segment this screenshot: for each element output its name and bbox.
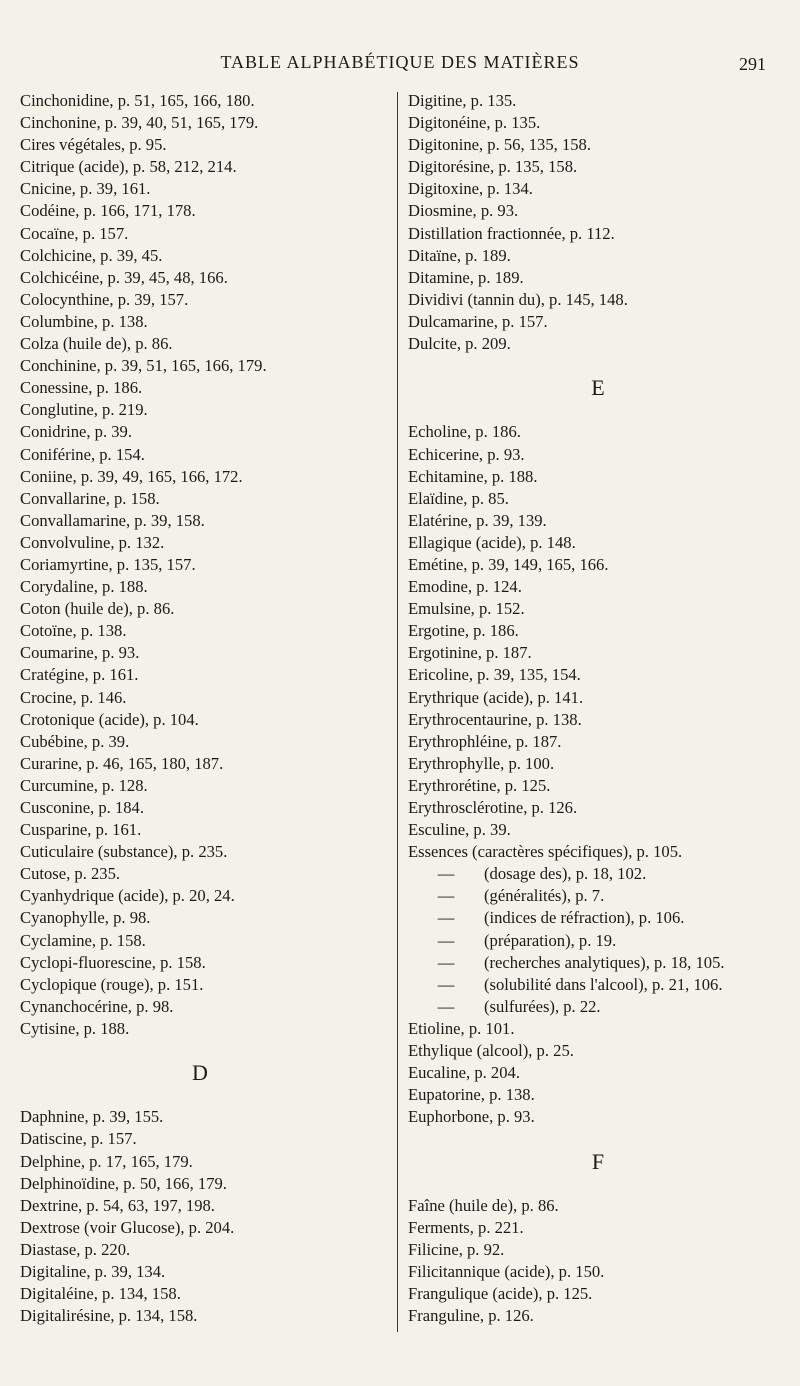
subentry-text: (sulfurées), p. 22. <box>484 996 601 1016</box>
index-entry: Cubébine, p. 39. <box>20 731 130 751</box>
index-entry: Colchicine, p. 39, 45. <box>20 245 163 265</box>
subentry-text: (indices de réfraction), p. 106. <box>484 908 685 928</box>
index-subentry <box>408 863 788 885</box>
index-entry: Conglutine, p. 219. <box>20 400 148 420</box>
index-entry: Emulsine, p. 152. <box>408 599 525 619</box>
index-entry: Cusconine, p. 184. <box>20 798 144 817</box>
index-entry: Coniférine, p. 154. <box>20 444 145 464</box>
index-entry: Colocynthine, p. 39, 157. <box>20 289 189 309</box>
index-entry: Cutose, p. 235. <box>20 864 121 884</box>
spacer <box>408 1173 788 1195</box>
index-entry: Erythrophylle, p. 100. <box>408 753 555 773</box>
index-entry: Cyanhydrique (acide), p. 20, 24. <box>20 886 235 906</box>
index-entry: Esculine, p. 39. <box>408 820 511 840</box>
ditto-dash: — <box>437 996 455 1016</box>
index-entry: Euphorbone, p. 93. <box>408 1107 535 1127</box>
index-entry: Etioline, p. 101. <box>408 1018 515 1038</box>
index-entry: Cocaïne, p. 157. <box>20 223 129 243</box>
index-entry: Conchinine, p. 39, 51, 165, 166, 179. <box>20 356 267 376</box>
index-subentry <box>408 907 788 929</box>
index-entry: Faîne (huile de), p. 86. <box>408 1195 559 1215</box>
index-entry: Dulcite, p. 209. <box>408 334 511 354</box>
index-entry: Curcumine, p. 128. <box>20 775 148 795</box>
ditto-dash: — <box>437 908 455 928</box>
index-entry: Delphinoïdine, p. 50, 166, 179. <box>20 1173 227 1193</box>
index-subentry <box>408 974 788 996</box>
subentry-text: (recherches analytiques), p. 18, 105. <box>484 952 725 972</box>
index-entry: Ericoline, p. 39, 135, 154. <box>408 665 581 685</box>
index-entry: Delphine, p. 17, 165, 179. <box>20 1151 193 1171</box>
index-entry: Convallamarine, p. 39, 158. <box>20 510 205 530</box>
index-entry: Columbine, p. 138. <box>20 311 148 331</box>
index-entry: Ellagique (acide), p. 148. <box>408 532 576 552</box>
left-index-column <box>20 90 380 1327</box>
index-entry: Frangulique (acide), p. 125. <box>408 1284 593 1304</box>
index-entry: Cotoïne, p. 138. <box>20 621 127 641</box>
index-entry: Conidrine, p. 39. <box>20 422 132 442</box>
index-entry: Ferments, p. 221. <box>408 1217 524 1237</box>
index-entry: Echicerine, p. 93. <box>408 444 525 464</box>
index-entry: Dividivi (tannin du), p. 145, 148. <box>408 289 628 309</box>
index-entry: Erythrophléine, p. 187. <box>408 731 562 751</box>
index-entry: Cinchonidine, p. 51, 165, 166, 180. <box>20 91 255 110</box>
index-entry: Eucaline, p. 204. <box>408 1063 520 1083</box>
subentry-text: (généralités), p. 7. <box>484 886 605 906</box>
index-entry: Cires végétales, p. 95. <box>20 135 167 155</box>
index-entry: Cyclopique (rouge), p. 151. <box>20 974 204 994</box>
index-entry: Cratégine, p. 161. <box>20 665 139 685</box>
page-number: 291 <box>739 54 766 74</box>
spacer <box>20 1040 380 1062</box>
index-entry: Ditamine, p. 189. <box>408 267 524 287</box>
index-entry: Digitorésine, p. 135, 158. <box>408 157 578 177</box>
index-entry: Crotonique (acide), p. 104. <box>20 709 199 729</box>
index-subentry <box>408 885 788 907</box>
index-entry: Coriamyrtine, p. 135, 157. <box>20 554 196 574</box>
index-entry: Echoline, p. 186. <box>408 422 521 442</box>
index-subentry <box>408 952 788 974</box>
index-entry: Distillation fractionnée, p. 112. <box>408 223 615 243</box>
ditto-dash: — <box>437 974 455 994</box>
index-entry: Erythrosclérotine, p. 126. <box>408 798 578 817</box>
index-entry: Digitoxine, p. 134. <box>408 179 533 199</box>
index-entry: Corydaline, p. 188. <box>20 577 148 597</box>
index-entry: Erythrique (acide), p. 141. <box>408 687 584 707</box>
index-entry: Dextrine, p. 54, 63, 197, 198. <box>20 1195 215 1215</box>
column-divider <box>397 92 398 1332</box>
spacer <box>408 399 788 421</box>
index-entry: Crocine, p. 146. <box>20 687 127 707</box>
page-header <box>0 52 800 82</box>
index-entry: Convallarine, p. 158. <box>20 488 160 508</box>
index-entry: Coniine, p. 39, 49, 165, 166, 172. <box>20 466 243 486</box>
index-entry: Franguline, p. 126. <box>408 1306 534 1326</box>
index-entry: Cusparine, p. 161. <box>20 820 142 840</box>
index-entry: Dextrose (voir Glucose), p. 204. <box>20 1217 235 1237</box>
index-entry: Filicitannique (acide), p. 150. <box>408 1261 605 1281</box>
index-entry: Ergotine, p. 186. <box>408 621 519 641</box>
section-letter: E <box>591 375 605 401</box>
page-title: TABLE ALPHABÉTIQUE DES MATIÈRES <box>220 52 580 72</box>
ditto-dash: — <box>437 864 455 884</box>
index-entry: Coton (huile de), p. 86. <box>20 599 175 619</box>
index-entry: Ethylique (alcool), p. 25. <box>408 1041 574 1061</box>
index-entry: Emétine, p. 39, 149, 165, 166. <box>408 554 609 574</box>
index-entry: Diosmine, p. 93. <box>408 201 519 221</box>
ditto-dash: — <box>437 886 455 906</box>
index-entry: Coumarine, p. 93. <box>20 643 140 663</box>
index-entry: Curarine, p. 46, 165, 180, 187. <box>20 753 224 773</box>
index-entry: Citrique (acide), p. 58, 212, 214. <box>20 157 237 177</box>
index-entry: Codéine, p. 166, 171, 178. <box>20 201 196 221</box>
index-entry: Digitonine, p. 56, 135, 158. <box>408 135 591 155</box>
index-entry: Cyclopi-fluorescine, p. 158. <box>20 952 206 972</box>
index-entry: Cuticulaire (substance), p. 235. <box>20 842 228 862</box>
spacer <box>20 1084 380 1106</box>
index-entry: Elaïdine, p. 85. <box>408 488 509 508</box>
subentry-text: (solubilité dans l'alcool), p. 21, 106. <box>484 974 723 994</box>
spacer <box>408 355 788 377</box>
ditto-dash: — <box>437 930 455 950</box>
subentry-text: (dosage des), p. 18, 102. <box>484 864 647 884</box>
index-entry: Digitaline, p. 39, 134. <box>20 1261 166 1281</box>
index-entry: Cyanophylle, p. 98. <box>20 908 151 928</box>
spacer <box>408 1128 788 1150</box>
index-entry: Conessine, p. 186. <box>20 378 143 398</box>
index-entry: Digitaléine, p. 134, 158. <box>20 1284 181 1304</box>
index-entry: Elatérine, p. 39, 139. <box>408 510 547 530</box>
section-letter: F <box>591 1148 605 1174</box>
section-letter: D <box>192 1060 208 1086</box>
index-entry: Colza (huile de), p. 86. <box>20 334 173 354</box>
index-entry: Datiscine, p. 157. <box>20 1129 137 1149</box>
ditto-dash: — <box>437 952 455 972</box>
index-subentry <box>408 996 788 1018</box>
index-entry: Ditaïne, p. 189. <box>408 245 511 265</box>
index-entry: Digitonéine, p. 135. <box>408 113 541 133</box>
index-entry: Colchicéine, p. 39, 45, 48, 166. <box>20 267 228 287</box>
index-subentry <box>408 930 788 952</box>
index-entry: Erythrocentaurine, p. 138. <box>408 709 582 729</box>
index-entry: Cinchonine, p. 39, 40, 51, 165, 179. <box>20 113 259 133</box>
index-entry: Cytisine, p. 188. <box>20 1018 130 1038</box>
index-entry: Erythrorétine, p. 125. <box>408 775 551 795</box>
index-entry: Cyclamine, p. 158. <box>20 930 146 950</box>
subentry-text: (préparation), p. 19. <box>484 930 617 950</box>
index-entry: Filicine, p. 92. <box>408 1239 505 1259</box>
index-entry: Dulcamarine, p. 157. <box>408 311 548 331</box>
index-entry: Echitamine, p. 188. <box>408 466 538 486</box>
index-entry: Digitine, p. 135. <box>408 91 517 110</box>
index-entry: Eupatorine, p. 138. <box>408 1085 535 1105</box>
index-entry: Cynanchocérine, p. 98. <box>20 996 174 1016</box>
index-entry: Emodine, p. 124. <box>408 577 522 597</box>
index-entry: Convolvuline, p. 132. <box>20 532 165 552</box>
index-entry: Diastase, p. 220. <box>20 1239 131 1259</box>
index-entry: Essences (caractères spécifiques), p. 105. <box>408 842 683 862</box>
index-entry: Ergotinine, p. 187. <box>408 643 532 663</box>
right-index-column <box>408 90 788 1327</box>
index-entry: Digitalirésine, p. 134, 158. <box>20 1306 198 1326</box>
index-entry: Cnicine, p. 39, 161. <box>20 179 151 199</box>
index-entry: Daphnine, p. 39, 155. <box>20 1107 164 1127</box>
